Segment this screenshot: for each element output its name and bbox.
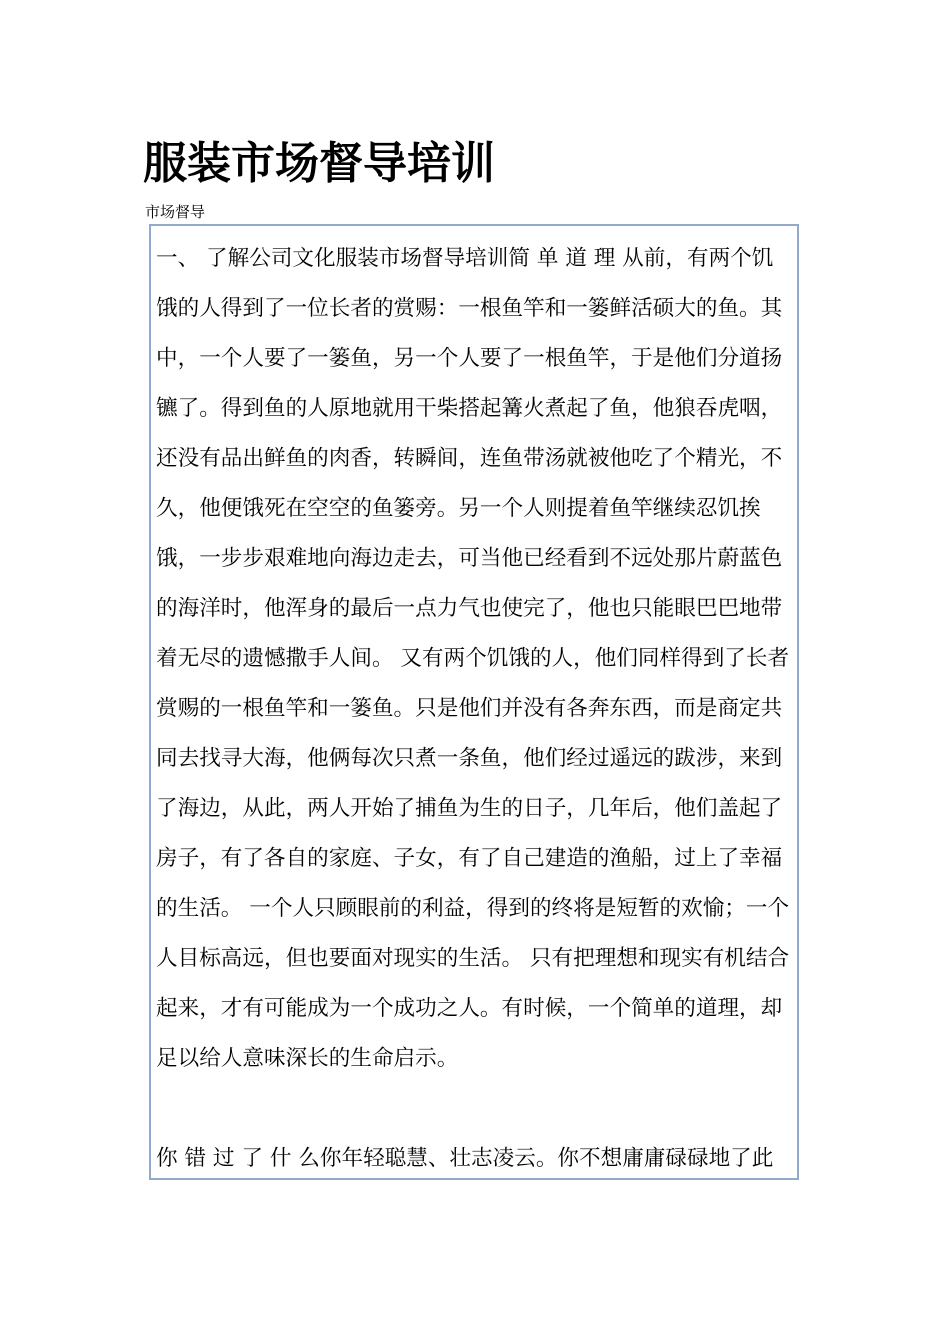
paragraph-fable: 一、 了解公司文化服装市场督导培训简 单 道 理 从前，有两个饥饿的人得到了一位长者的赏赐：一根鱼竿和一篓鲜活硕大的鱼。其中，一个人要了一篓鱼，另一个人要了一根鱼竿，于是他们分道扬镳了。得到鱼的人原地就用干柴搭起篝火煮起了鱼，他狼吞虎咽，还没有品出鲜鱼的肉香，转瞬间，连鱼带汤就被他吃了个精光，不久，他便饿死在空空的鱼篓旁。另一个人则提着鱼竿继续忍饥挨饿，一步步艰难地向海边走去，可当他已经看到不远处那片蔚蓝色的海洋时，他浑身的最后一点力气也使完了，他也只能眼巴巴地带着无尽的遗憾撒手人间。 又有两个饥饿的人，他们同样得到了长者赏赐的一根鱼竿和一篓鱼。只是他们并没有各奔东西，而是商定共同去找寻大海，他俩每次只煮一条鱼，他们经过遥远的跋涉，来到了海边，从此，两人开始了捕鱼为生的日子，几年后，他们盖起了房子，有了各自的家庭、子女，有了自己建造的渔船，过上了幸福的生活。 一个人只顾眼前的利益，得到的终将是短暂的欢愉；一个人目标高远，但也要面对现实的生活。 只有把理想和现实有机结合起来，才有可能成为一个成功之人。有时候，一个简单的道理，却足以给人意味深长的生命启示。 bbox=[156, 246, 790, 1071]
document-subtitle: 市场督导 bbox=[145, 203, 206, 221]
page-title: 服装市场督导培训 bbox=[143, 138, 495, 189]
paragraph-missed: 你 错 过 了 什 么你年轻聪慧、壮志凌云。你不想庸庸碌碌地了此 bbox=[156, 1146, 774, 1171]
content-box bbox=[149, 224, 799, 1180]
